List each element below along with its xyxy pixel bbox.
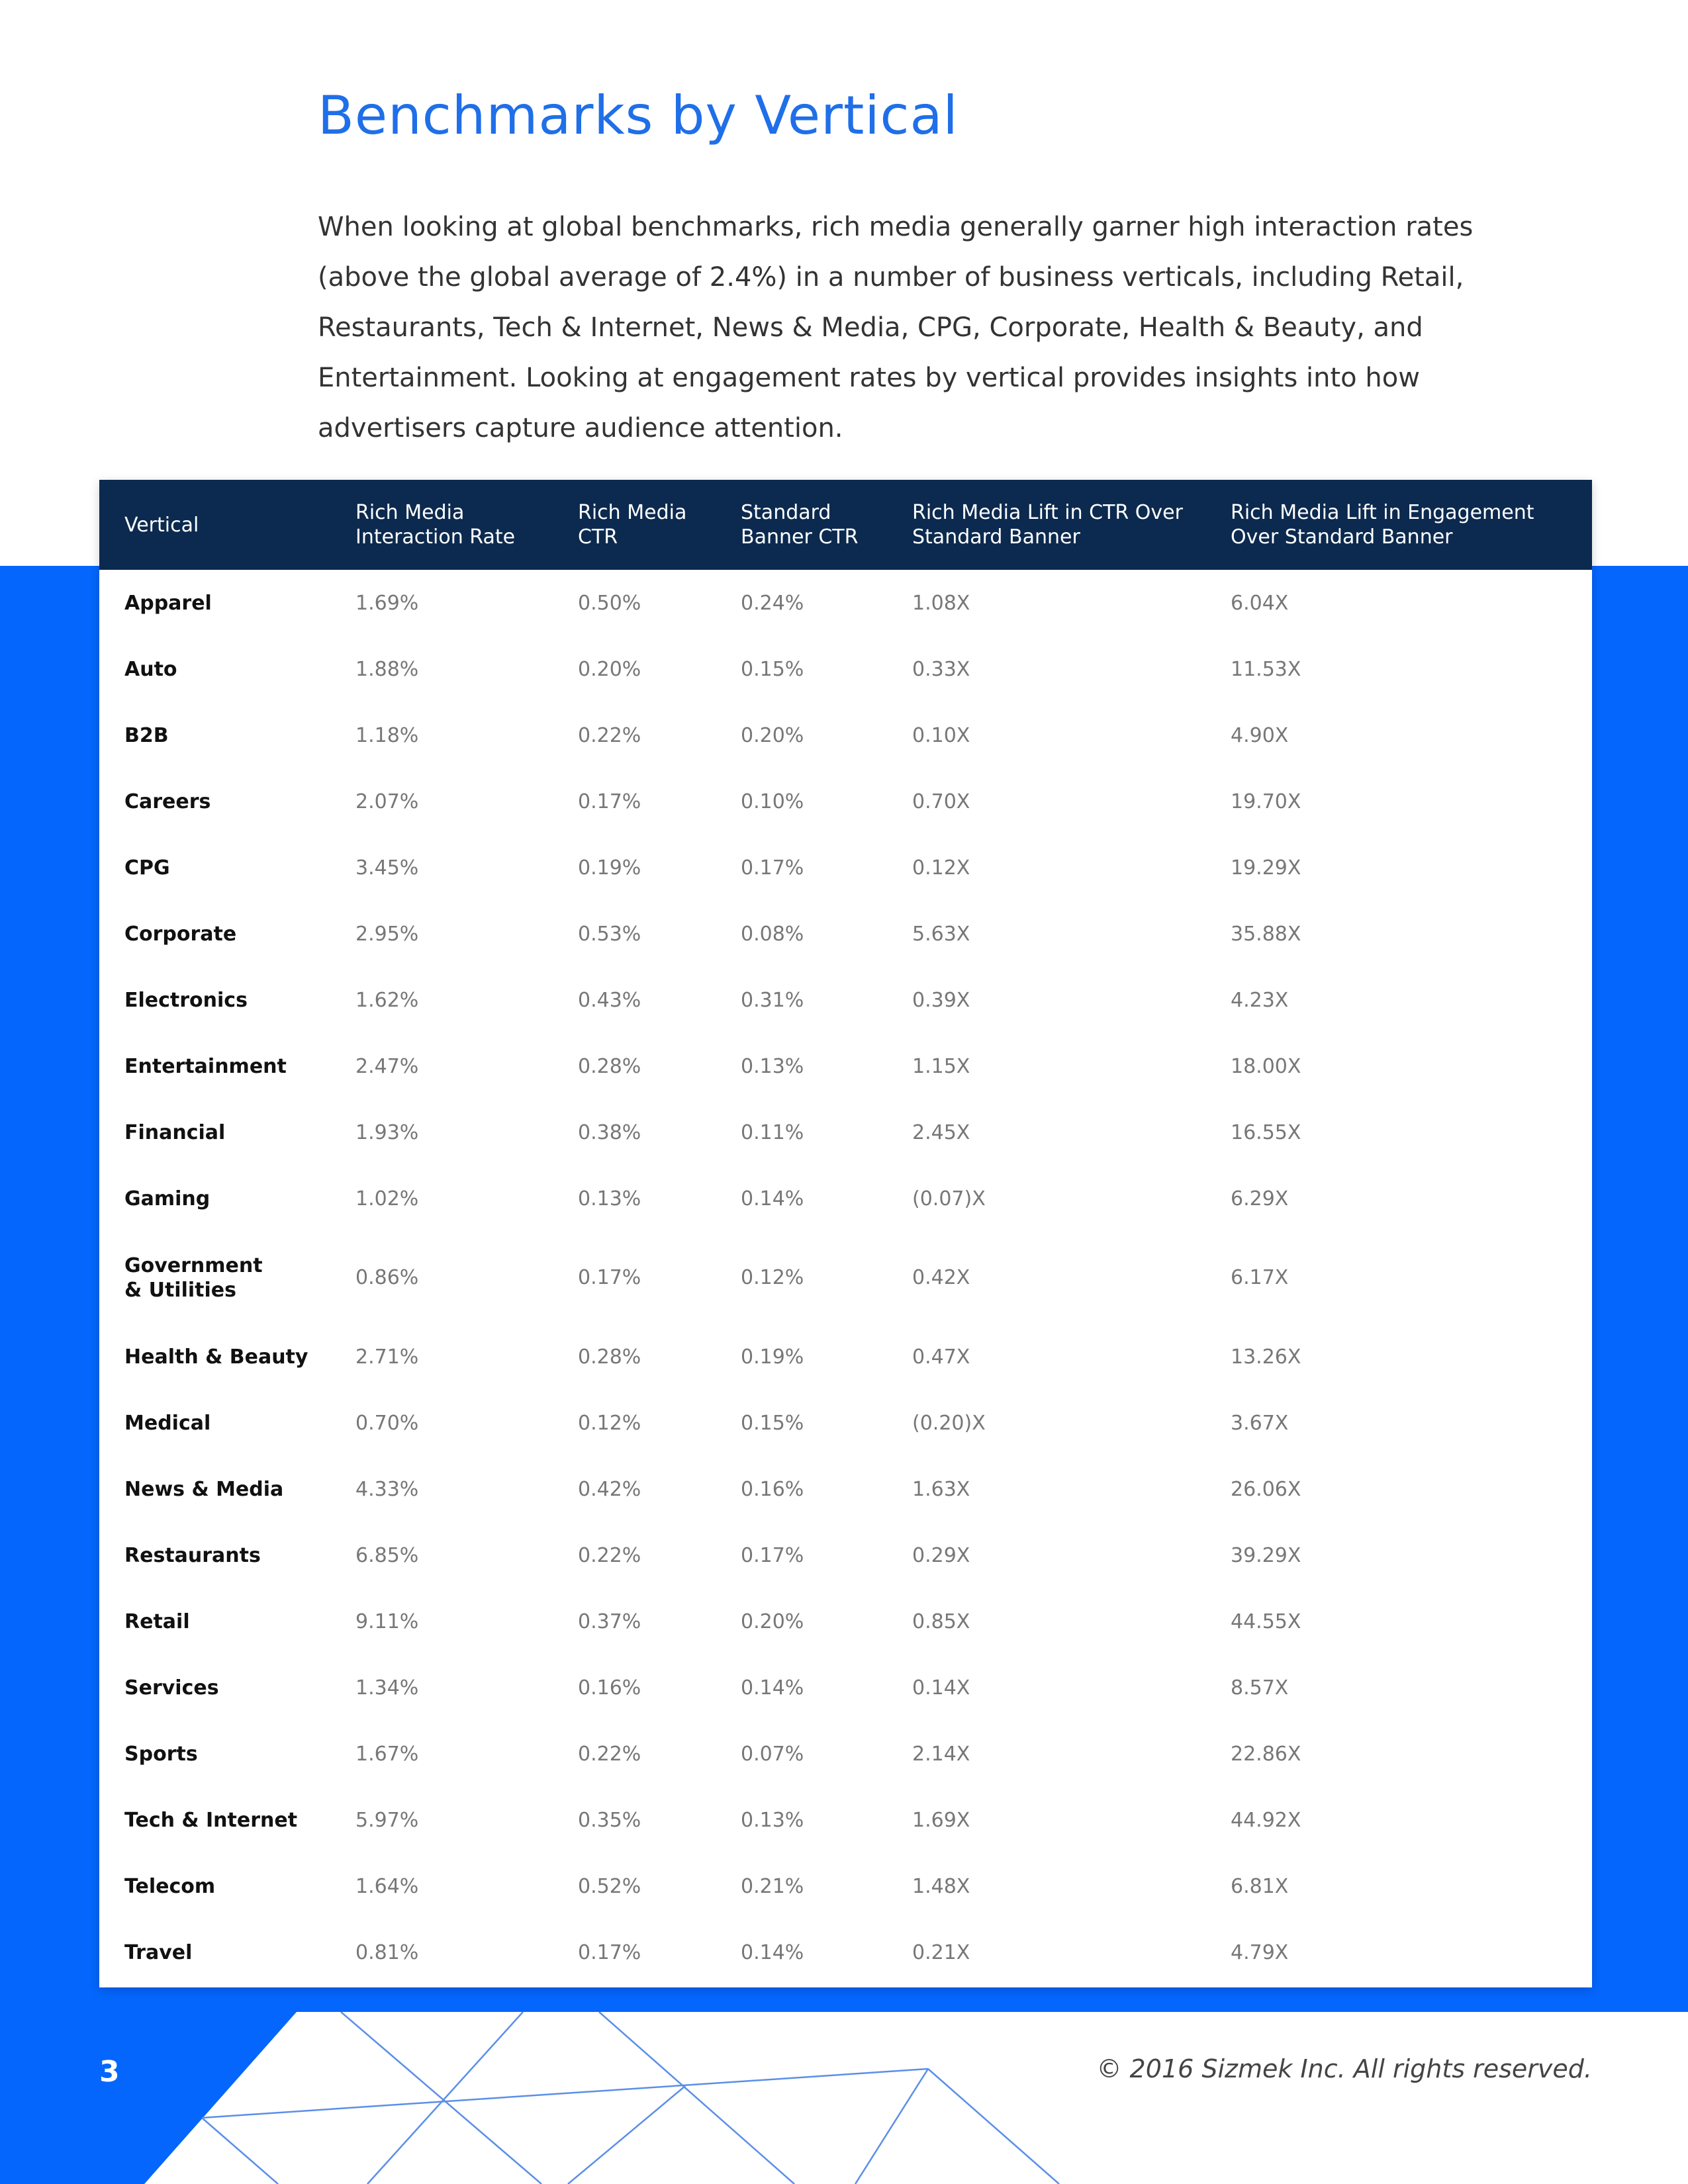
table-row bbox=[99, 702, 1592, 768]
vertical-name-cell: Apparel bbox=[124, 591, 212, 615]
table-row bbox=[99, 1919, 1592, 1985]
table-cell: 0.70X bbox=[912, 790, 970, 813]
table-cell: 22.86X bbox=[1231, 1742, 1301, 1766]
vertical-name-cell: Gaming bbox=[124, 1187, 211, 1210]
column-header-label: Rich Media Interaction Rate bbox=[355, 501, 516, 549]
column-header bbox=[355, 480, 578, 570]
table-cell: 0.35% bbox=[578, 1808, 641, 1832]
table-row bbox=[99, 636, 1592, 702]
vertical-name-cell: Restaurants bbox=[124, 1543, 261, 1567]
table-cell: 5.97% bbox=[355, 1808, 419, 1832]
table-cell: 1.88% bbox=[355, 657, 419, 681]
table-cell: 2.95% bbox=[355, 922, 419, 946]
vertical-name-cell: Entertainment bbox=[124, 1054, 287, 1078]
table-cell: 1.02% bbox=[355, 1187, 419, 1210]
table-cell: 1.69X bbox=[912, 1808, 970, 1832]
table-cell: 6.85% bbox=[355, 1543, 419, 1567]
table-cell: 0.14X bbox=[912, 1676, 970, 1700]
table-cell: 0.24% bbox=[741, 591, 804, 615]
column-header-label: Rich Media Lift in Engagement Over Standard Banner bbox=[1231, 501, 1534, 549]
page-number: 3 bbox=[99, 2055, 120, 2089]
table-cell: 0.17% bbox=[741, 1543, 804, 1567]
table-cell: 0.38% bbox=[578, 1120, 641, 1144]
vertical-name-cell: Corporate bbox=[124, 922, 237, 946]
table-cell: 1.67% bbox=[355, 1742, 419, 1766]
table-cell: 0.53% bbox=[578, 922, 641, 946]
vertical-name-cell: B2B bbox=[124, 723, 169, 747]
table-cell: 0.13% bbox=[741, 1054, 804, 1078]
table-cell: 18.00X bbox=[1231, 1054, 1301, 1078]
table-row bbox=[99, 1787, 1592, 1853]
table-cell: 0.17% bbox=[578, 1266, 641, 1289]
table-cell: 0.16% bbox=[578, 1676, 641, 1700]
table-cell: 19.70X bbox=[1231, 790, 1301, 813]
table-cell: 13.26X bbox=[1231, 1345, 1301, 1369]
table-cell: 26.06X bbox=[1231, 1477, 1301, 1501]
table-cell: 44.55X bbox=[1231, 1610, 1301, 1633]
table-cell: 11.53X bbox=[1231, 657, 1301, 681]
table-cell: 0.20% bbox=[578, 657, 641, 681]
table-cell: 0.37% bbox=[578, 1610, 641, 1633]
vertical-name-cell: Sports bbox=[124, 1742, 198, 1766]
table-cell: 0.17% bbox=[741, 856, 804, 880]
table-cell: 19.29X bbox=[1231, 856, 1301, 880]
table-cell: 44.92X bbox=[1231, 1808, 1301, 1832]
copyright-notice: © 2016 Sizmek Inc. All rights reserved. bbox=[1096, 2054, 1592, 2083]
vertical-name-cell: Retail bbox=[124, 1610, 190, 1633]
table-cell: (0.20)X bbox=[912, 1411, 986, 1435]
benchmarks-table-card bbox=[99, 480, 1592, 1987]
table-cell: 6.17X bbox=[1231, 1266, 1289, 1289]
table-cell: 1.62% bbox=[355, 988, 419, 1012]
table-cell: 3.45% bbox=[355, 856, 419, 880]
table-row bbox=[99, 1165, 1592, 1232]
table-row bbox=[99, 570, 1592, 636]
table-cell: 0.22% bbox=[578, 723, 641, 747]
table-row bbox=[99, 1232, 1592, 1324]
table-cell: 0.42X bbox=[912, 1266, 970, 1289]
table-cell: 2.07% bbox=[355, 790, 419, 813]
decorative-geometric-pattern bbox=[0, 2012, 1688, 2184]
benchmarks-table bbox=[99, 480, 1592, 1985]
table-cell: 0.14% bbox=[741, 1676, 804, 1700]
table-cell: 0.28% bbox=[578, 1054, 641, 1078]
table-cell: 2.14X bbox=[912, 1742, 970, 1766]
table-cell: 0.86% bbox=[355, 1266, 419, 1289]
column-header bbox=[912, 480, 1231, 570]
table-cell: 0.15% bbox=[741, 1411, 804, 1435]
vertical-name-cell: Telecom bbox=[124, 1874, 216, 1898]
table-cell: 0.43% bbox=[578, 988, 641, 1012]
table-cell: 0.13% bbox=[578, 1187, 641, 1210]
vertical-name-cell: Travel bbox=[124, 1940, 193, 1964]
column-header-label: Rich Media Lift in CTR Over Standard Banner bbox=[912, 501, 1183, 549]
table-cell: 4.33% bbox=[355, 1477, 419, 1501]
table-cell: 6.04X bbox=[1231, 591, 1289, 615]
table-cell: 0.31% bbox=[741, 988, 804, 1012]
table-row bbox=[99, 1324, 1592, 1390]
vertical-name-cell: Health & Beauty bbox=[124, 1345, 308, 1369]
table-cell: 0.15% bbox=[741, 657, 804, 681]
table-cell: 0.19% bbox=[741, 1345, 804, 1369]
table-cell: 9.11% bbox=[355, 1610, 419, 1633]
table-cell: 0.21X bbox=[912, 1940, 970, 1964]
table-cell: 0.50% bbox=[578, 591, 641, 615]
table-cell: 0.07% bbox=[741, 1742, 804, 1766]
table-row bbox=[99, 1655, 1592, 1721]
table-row bbox=[99, 901, 1592, 967]
vertical-name-cell: Medical bbox=[124, 1411, 211, 1435]
table-cell: 0.16% bbox=[741, 1477, 804, 1501]
table-cell: 4.79X bbox=[1231, 1940, 1289, 1964]
table-row bbox=[99, 1522, 1592, 1588]
table-cell: 35.88X bbox=[1231, 922, 1301, 946]
table-cell: 6.81X bbox=[1231, 1874, 1289, 1898]
table-cell: 5.63X bbox=[912, 922, 970, 946]
table-row bbox=[99, 1033, 1592, 1099]
table-cell: 0.17% bbox=[578, 1940, 641, 1964]
table-cell: 0.12% bbox=[578, 1411, 641, 1435]
table-cell: 0.20% bbox=[741, 723, 804, 747]
table-cell: 3.67X bbox=[1231, 1411, 1289, 1435]
table-cell: 0.08% bbox=[741, 922, 804, 946]
table-row bbox=[99, 1721, 1592, 1787]
table-row bbox=[99, 1853, 1592, 1919]
table-cell: 0.33X bbox=[912, 657, 970, 681]
table-cell: 0.52% bbox=[578, 1874, 641, 1898]
vertical-name-cell: Careers bbox=[124, 790, 211, 813]
table-cell: 0.28% bbox=[578, 1345, 641, 1369]
table-body bbox=[99, 570, 1592, 1985]
table-cell: 0.14% bbox=[741, 1940, 804, 1964]
table-header-row bbox=[99, 480, 1592, 570]
table-cell: 0.29X bbox=[912, 1543, 970, 1567]
table-cell: 1.18% bbox=[355, 723, 419, 747]
table-cell: 1.48X bbox=[912, 1874, 970, 1898]
table-cell: 1.15X bbox=[912, 1054, 970, 1078]
table-cell: 0.85X bbox=[912, 1610, 970, 1633]
vertical-name-cell: Services bbox=[124, 1676, 219, 1700]
column-header-label: Rich Media CTR bbox=[578, 501, 687, 549]
column-header bbox=[1231, 480, 1592, 570]
table-cell: 1.64% bbox=[355, 1874, 419, 1898]
column-header-label: Standard Banner CTR bbox=[741, 501, 859, 549]
table-cell: 1.69% bbox=[355, 591, 419, 615]
table-cell: 0.12X bbox=[912, 856, 970, 880]
table-cell: (0.07)X bbox=[912, 1187, 986, 1210]
table-row bbox=[99, 967, 1592, 1033]
vertical-name-cell: CPG bbox=[124, 856, 170, 880]
table-cell: 2.71% bbox=[355, 1345, 419, 1369]
vertical-name-label: Government & Utilities bbox=[124, 1253, 263, 1302]
table-cell: 0.22% bbox=[578, 1543, 641, 1567]
table-row bbox=[99, 768, 1592, 835]
table-cell: 0.19% bbox=[578, 856, 641, 880]
table-cell: 1.63X bbox=[912, 1477, 970, 1501]
table-cell: 4.23X bbox=[1231, 988, 1289, 1012]
table-cell: 4.90X bbox=[1231, 723, 1289, 747]
table-cell: 0.70% bbox=[355, 1411, 419, 1435]
table-cell: 0.10X bbox=[912, 723, 970, 747]
table-cell: 0.17% bbox=[578, 790, 641, 813]
column-header: Vertical bbox=[124, 513, 199, 537]
vertical-name-cell: Financial bbox=[124, 1120, 226, 1144]
vertical-name-cell bbox=[99, 1232, 355, 1324]
column-header bbox=[578, 480, 741, 570]
table-cell: 0.20% bbox=[741, 1610, 804, 1633]
table-cell: 39.29X bbox=[1231, 1543, 1301, 1567]
vertical-name-cell: News & Media bbox=[124, 1477, 284, 1501]
table-cell: 1.34% bbox=[355, 1676, 419, 1700]
vertical-name-cell: Electronics bbox=[124, 988, 248, 1012]
table-cell: 0.47X bbox=[912, 1345, 970, 1369]
table-cell: 2.45X bbox=[912, 1120, 970, 1144]
table-cell: 0.13% bbox=[741, 1808, 804, 1832]
table-cell: 16.55X bbox=[1231, 1120, 1301, 1144]
table-row bbox=[99, 1588, 1592, 1655]
table-cell: 8.57X bbox=[1231, 1676, 1289, 1700]
table-cell: 0.42% bbox=[578, 1477, 641, 1501]
table-cell: 0.81% bbox=[355, 1940, 419, 1964]
table-row bbox=[99, 1099, 1592, 1165]
table-cell: 6.29X bbox=[1231, 1187, 1289, 1210]
page-title: Benchmarks by Vertical bbox=[318, 85, 959, 146]
table-cell: 1.93% bbox=[355, 1120, 419, 1144]
table-cell: 1.08X bbox=[912, 591, 970, 615]
table-cell: 0.12% bbox=[741, 1266, 804, 1289]
column-header bbox=[741, 480, 912, 570]
table-cell: 0.11% bbox=[741, 1120, 804, 1144]
intro-paragraph: When looking at global benchmarks, rich media generally garner high interaction rates (above the global average of 2.4%) in a number of business verticals, including Retail, Restaurants, Tech & Internet, News & Media, CPG, Corporate, Health & Beauty, and Entertainment. Looking at engagement rates by vertical provides insights into how advertisers capture audience attention. bbox=[318, 212, 1474, 443]
table-row bbox=[99, 1390, 1592, 1456]
vertical-name-cell: Tech & Internet bbox=[124, 1808, 298, 1832]
table-cell: 0.22% bbox=[578, 1742, 641, 1766]
table-cell: 0.14% bbox=[741, 1187, 804, 1210]
table-cell: 0.39X bbox=[912, 988, 970, 1012]
table-cell: 0.10% bbox=[741, 790, 804, 813]
table-row bbox=[99, 835, 1592, 901]
table-row bbox=[99, 1456, 1592, 1522]
table-cell: 0.21% bbox=[741, 1874, 804, 1898]
table-cell: 2.47% bbox=[355, 1054, 419, 1078]
vertical-name-cell: Auto bbox=[124, 657, 177, 681]
